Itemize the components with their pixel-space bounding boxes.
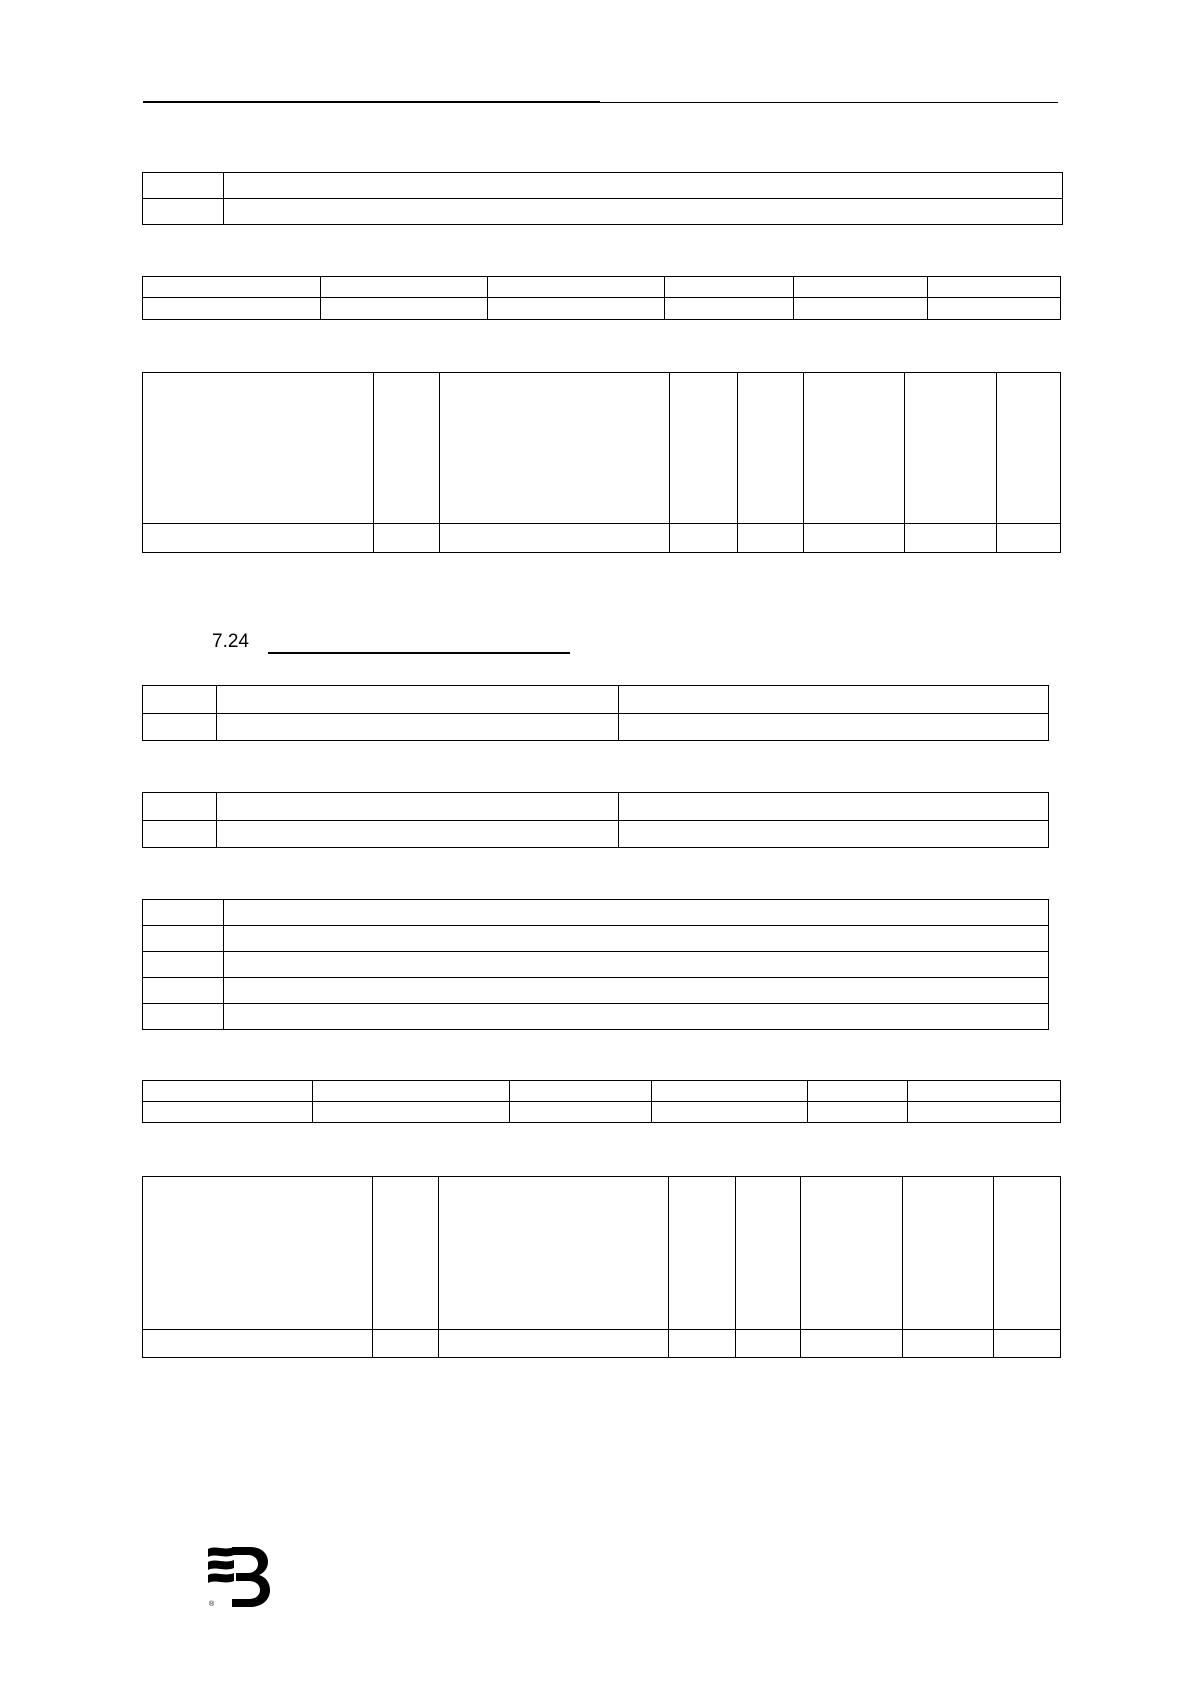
table-cell xyxy=(619,793,1049,821)
table-cell xyxy=(143,173,224,199)
table-6 xyxy=(142,899,1049,1030)
table-cell xyxy=(903,1330,994,1358)
table-cell xyxy=(143,373,374,524)
table-cell xyxy=(905,524,997,553)
table-cell xyxy=(224,978,1049,1004)
table-cell xyxy=(908,1081,1061,1102)
table-cell xyxy=(374,373,440,524)
table-cell xyxy=(143,524,374,553)
table-cell xyxy=(905,373,997,524)
table-cell xyxy=(313,1102,510,1123)
table-cell xyxy=(665,277,794,298)
table-cell xyxy=(510,1081,652,1102)
table-cell xyxy=(794,277,928,298)
table-cell xyxy=(217,793,619,821)
table-cell xyxy=(808,1102,908,1123)
table-cell xyxy=(794,298,928,320)
table-cell xyxy=(488,277,665,298)
table-cell xyxy=(224,1004,1049,1030)
table-cell xyxy=(510,1102,652,1123)
table-cell xyxy=(143,1330,373,1358)
table-cell xyxy=(804,373,905,524)
table-cell xyxy=(669,1330,736,1358)
table-cell xyxy=(143,277,321,298)
section-title-underline xyxy=(268,652,570,654)
table-cell xyxy=(440,524,670,553)
table-cell xyxy=(143,793,217,821)
section-number: 7.24 xyxy=(212,631,249,652)
table-1 xyxy=(142,172,1063,225)
table-cell xyxy=(143,952,224,978)
table-7 xyxy=(142,1080,1061,1123)
table-5 xyxy=(142,792,1049,848)
table-cell xyxy=(217,821,619,848)
table-cell xyxy=(997,524,1061,553)
table-cell xyxy=(670,373,738,524)
table-cell xyxy=(928,277,1061,298)
table-cell xyxy=(804,524,905,553)
table-cell xyxy=(736,1177,801,1330)
table-cell xyxy=(224,900,1049,926)
table-cell xyxy=(143,686,217,714)
table-cell xyxy=(143,926,224,952)
table-cell xyxy=(143,900,224,926)
table-cell xyxy=(143,1081,313,1102)
table-cell xyxy=(665,298,794,320)
table-cell xyxy=(801,1177,903,1330)
table-cell xyxy=(224,952,1049,978)
table-cell xyxy=(488,298,665,320)
table-cell xyxy=(619,686,1049,714)
table-cell xyxy=(903,1177,994,1330)
table-cell xyxy=(217,714,619,741)
table-cell xyxy=(619,821,1049,848)
company-logo-icon xyxy=(206,1545,272,1613)
table-2 xyxy=(142,276,1061,320)
table-4 xyxy=(142,685,1049,741)
table-cell xyxy=(143,1102,313,1123)
header-rule-right xyxy=(600,102,1058,103)
table-cell xyxy=(321,277,488,298)
table-cell xyxy=(224,173,1063,199)
table-cell xyxy=(143,978,224,1004)
table-cell xyxy=(908,1102,1061,1123)
table-cell xyxy=(143,1177,373,1330)
table-cell xyxy=(808,1081,908,1102)
table-cell xyxy=(669,1177,736,1330)
table-cell xyxy=(321,298,488,320)
table-cell xyxy=(652,1081,808,1102)
table-cell xyxy=(997,373,1061,524)
table-cell xyxy=(670,524,738,553)
section-heading xyxy=(212,630,249,654)
table-cell xyxy=(373,1330,439,1358)
table-cell xyxy=(217,686,619,714)
table-cell xyxy=(928,298,1061,320)
table-cell xyxy=(440,373,670,524)
table-cell xyxy=(143,714,217,741)
table-cell xyxy=(143,1004,224,1030)
table-cell xyxy=(736,1330,801,1358)
table-cell xyxy=(439,1330,669,1358)
table-cell xyxy=(143,821,217,848)
header-rule-left xyxy=(143,101,600,103)
table-cell xyxy=(439,1177,669,1330)
table-cell xyxy=(994,1177,1061,1330)
table-cell xyxy=(994,1330,1061,1358)
table-cell xyxy=(738,373,804,524)
table-cell xyxy=(224,926,1049,952)
table-cell xyxy=(373,1177,439,1330)
table-cell xyxy=(224,199,1063,225)
table-cell xyxy=(143,199,224,225)
table-cell xyxy=(374,524,440,553)
registered-mark: ® xyxy=(209,1601,215,1608)
table-cell xyxy=(143,298,321,320)
table-8 xyxy=(142,1176,1061,1358)
table-cell xyxy=(801,1330,903,1358)
table-cell xyxy=(738,524,804,553)
table-cell xyxy=(313,1081,510,1102)
table-cell xyxy=(619,714,1049,741)
table-cell xyxy=(652,1102,808,1123)
table-3 xyxy=(142,372,1061,553)
